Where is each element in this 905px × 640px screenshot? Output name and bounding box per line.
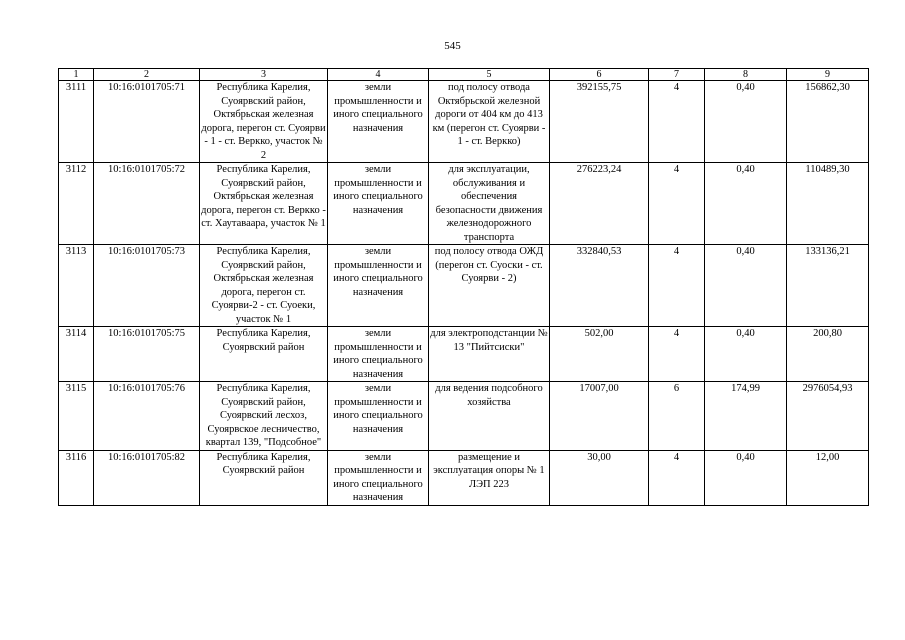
- rate-cell: 0,40: [705, 81, 787, 163]
- address-cell: Республика Карелия, Суоярвский район: [200, 450, 328, 505]
- column-header: 2: [94, 69, 200, 81]
- cadastral-value-cell: 12,00: [787, 450, 869, 505]
- column-header: 3: [200, 69, 328, 81]
- cadastral-number-cell: 10:16:0101705:82: [94, 450, 200, 505]
- rate-cell: 174,99: [705, 382, 787, 451]
- land-category-cell: земли промышленности и иного специального назначения: [328, 245, 429, 327]
- cadastral-number-cell: 10:16:0101705:73: [94, 245, 200, 327]
- area-cell: 30,00: [550, 450, 649, 505]
- land-register-table: [58, 68, 869, 506]
- rate-cell: 0,40: [705, 450, 787, 505]
- area-cell: 276223,24: [550, 163, 649, 245]
- table-row: [59, 81, 869, 163]
- land-category-cell: земли промышленности и иного специального назначения: [328, 327, 429, 382]
- group-cell: 6: [649, 382, 705, 451]
- table-row: [59, 450, 869, 505]
- column-header: 5: [429, 69, 550, 81]
- area-cell: 502,00: [550, 327, 649, 382]
- rate-cell: 0,40: [705, 245, 787, 327]
- column-header: 4: [328, 69, 429, 81]
- column-header: 1: [59, 69, 94, 81]
- table-row: [59, 163, 869, 245]
- permitted-use-cell: под полосу отвода ОЖД (перегон ст. Суоски - ст. Суоярви - 2): [429, 245, 550, 327]
- permitted-use-cell: размещение и эксплуатация опоры № 1 ЛЭП 223: [429, 450, 550, 505]
- land-category-cell: земли промышленности и иного специального назначения: [328, 163, 429, 245]
- table-row: [59, 245, 869, 327]
- address-cell: Республика Карелия, Суоярвский район, Октябрьская железная дорога, перегон ст. Суоярви - 1 - ст. Веркко, участок № 2: [201, 82, 326, 161]
- cadastral-value-cell: 2976054,93: [787, 382, 869, 451]
- row-number-cell: 3115: [59, 382, 94, 451]
- cadastral-value-cell: 156862,30: [787, 81, 869, 163]
- rate-cell: 0,40: [705, 327, 787, 382]
- group-cell: 4: [649, 450, 705, 505]
- table-row: [59, 382, 869, 451]
- row-number-cell: 3116: [59, 450, 94, 505]
- column-header: 6: [550, 69, 649, 81]
- area-cell: 392155,75: [550, 81, 649, 163]
- row-number-cell: 3114: [59, 327, 94, 382]
- row-number-cell: 3111: [59, 81, 94, 163]
- address-cell: Республика Карелия, Суоярвский район, Октябрьская железная дорога, перегон ст. Суоярви-2 - ст. Суоеки, участок № 1: [200, 245, 328, 327]
- row-number-cell: 3113: [59, 245, 94, 327]
- permitted-use-cell: для электроподстанции № 13 "Пийтсиски": [429, 327, 550, 382]
- land-category-cell: земли промышленности и иного специального назначения: [328, 81, 429, 163]
- row-number-cell: 3112: [59, 163, 94, 245]
- group-cell: 4: [649, 163, 705, 245]
- cadastral-number-cell: 10:16:0101705:76: [94, 382, 200, 451]
- cadastral-value-cell: 200,80: [787, 327, 869, 382]
- permitted-use-cell: под полосу отвода Октябрьской железной дороги от 404 км до 413 км (перегон ст. Суоярви - 1 - ст. Веркко): [429, 81, 550, 163]
- page-number: 545: [444, 40, 461, 52]
- address-cell: Республика Карелия, Суоярвский район: [200, 327, 328, 382]
- group-cell: 4: [649, 327, 705, 382]
- cadastral-value-cell: 110489,30: [787, 163, 869, 245]
- area-cell: 17007,00: [550, 382, 649, 451]
- area-cell: 332840,53: [550, 245, 649, 327]
- cadastral-value-cell: 133136,21: [787, 245, 869, 327]
- group-cell: 4: [649, 245, 705, 327]
- column-header: 9: [787, 69, 869, 81]
- land-category-cell: земли промышленности и иного специального назначения: [328, 382, 429, 451]
- group-cell: 4: [649, 81, 705, 163]
- cadastral-number-cell: 10:16:0101705:71: [94, 81, 200, 163]
- column-header: 8: [705, 69, 787, 81]
- rate-cell: 0,40: [705, 163, 787, 245]
- header-row: [59, 69, 869, 81]
- table-row: [59, 327, 869, 382]
- address-cell: Республика Карелия, Суоярвский район, Суоярвский лесхоз, Суоярвское лесничество, квартал 139, "Подсобное": [200, 382, 328, 451]
- cadastral-number-cell: 10:16:0101705:72: [94, 163, 200, 245]
- permitted-use-cell: для ведения подсобного хозяйства: [429, 382, 550, 451]
- cadastral-number-cell: 10:16:0101705:75: [94, 327, 200, 382]
- permitted-use-cell: для эксплуатации, обслуживания и обеспечения безопасности движения железнодорожного транспорта: [429, 163, 550, 245]
- table-body: [59, 69, 869, 506]
- address-cell: Республика Карелия, Суоярвский район, Октябрьская железная дорога, перегон ст. Веркко - ст. Хаутаваара, участок № 1: [200, 163, 328, 245]
- column-header: 7: [649, 69, 705, 81]
- land-category-cell: земли промышленности и иного специального назначения: [328, 450, 429, 505]
